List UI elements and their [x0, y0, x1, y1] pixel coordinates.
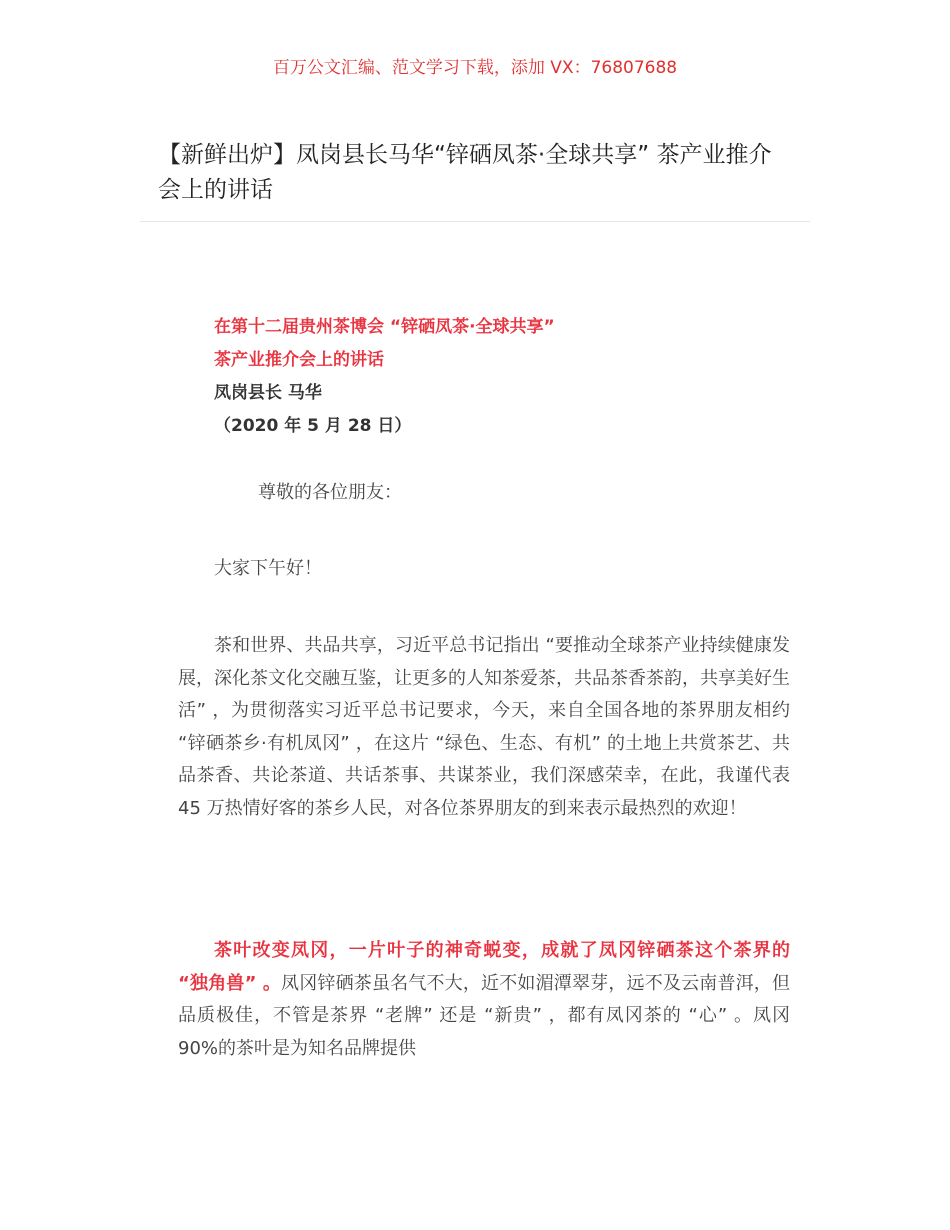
salutation: 尊敬的各位朋友：: [258, 482, 402, 503]
speech-heading-line-2: 茶产业推介会上的讲话: [214, 350, 384, 370]
speech-heading-block: [214, 311, 555, 443]
speaker-name: 凤岗县长 马华: [214, 383, 322, 403]
speech-date: （2020 年 5 月 28 日）: [214, 416, 412, 436]
header-banner: 百万公文汇编、范文学习下载，添加 VX：76807688: [272, 58, 678, 78]
paragraph-1: 茶和世界、共品共享，习近平总书记指出 “要推动全球茶产业持续健康发展，深化茶文化交融互鉴，让更多的人知茶爱茶，共品茶香茶韵，共享美好生活” ，为贯彻落实习近平总书记要求，今天，来自全国各地的茶界朋友相约 “锌硒茶乡·有机凤冈” ，在这片 “绿色、生态、有机” 的土地上共赏茶艺、共品茶香、共论茶道、共话茶事、共谋茶业，我们深感荣幸，在此，我谨代表 45 万热情好客的茶乡人民，对各位茶界朋友的到来表示最热烈的欢迎！: [178, 635, 790, 819]
title-divider: [140, 221, 810, 222]
document-title: 【新鲜出炉】凤岗县长马华“锌硒凤茶·全球共享” 茶产业推介会上的讲话: [158, 142, 772, 203]
paragraph-2: [178, 935, 790, 1065]
paragraph-2-text: 凤冈锌硒茶虽名气不大，近不如湄潭翠芽，远不及云南普洱，但品质极佳，不管是茶界 “老牌” 还是 “新贵” ，都有凤冈茶的 “心” 。凤冈 90%的茶叶是为知名品牌提供: [178, 972, 790, 1059]
speech-heading-line-1: 在第十二届贵州茶博会 “锌硒凤茶·全球共享”: [214, 317, 555, 337]
greeting: 大家下午好！: [214, 558, 322, 579]
paragraph-2-highlight: 茶叶改变凤冈，一片叶子的神奇蜕变，成就了凤冈锌硒茶这个茶界的 “独角兽” 。: [178, 940, 790, 994]
